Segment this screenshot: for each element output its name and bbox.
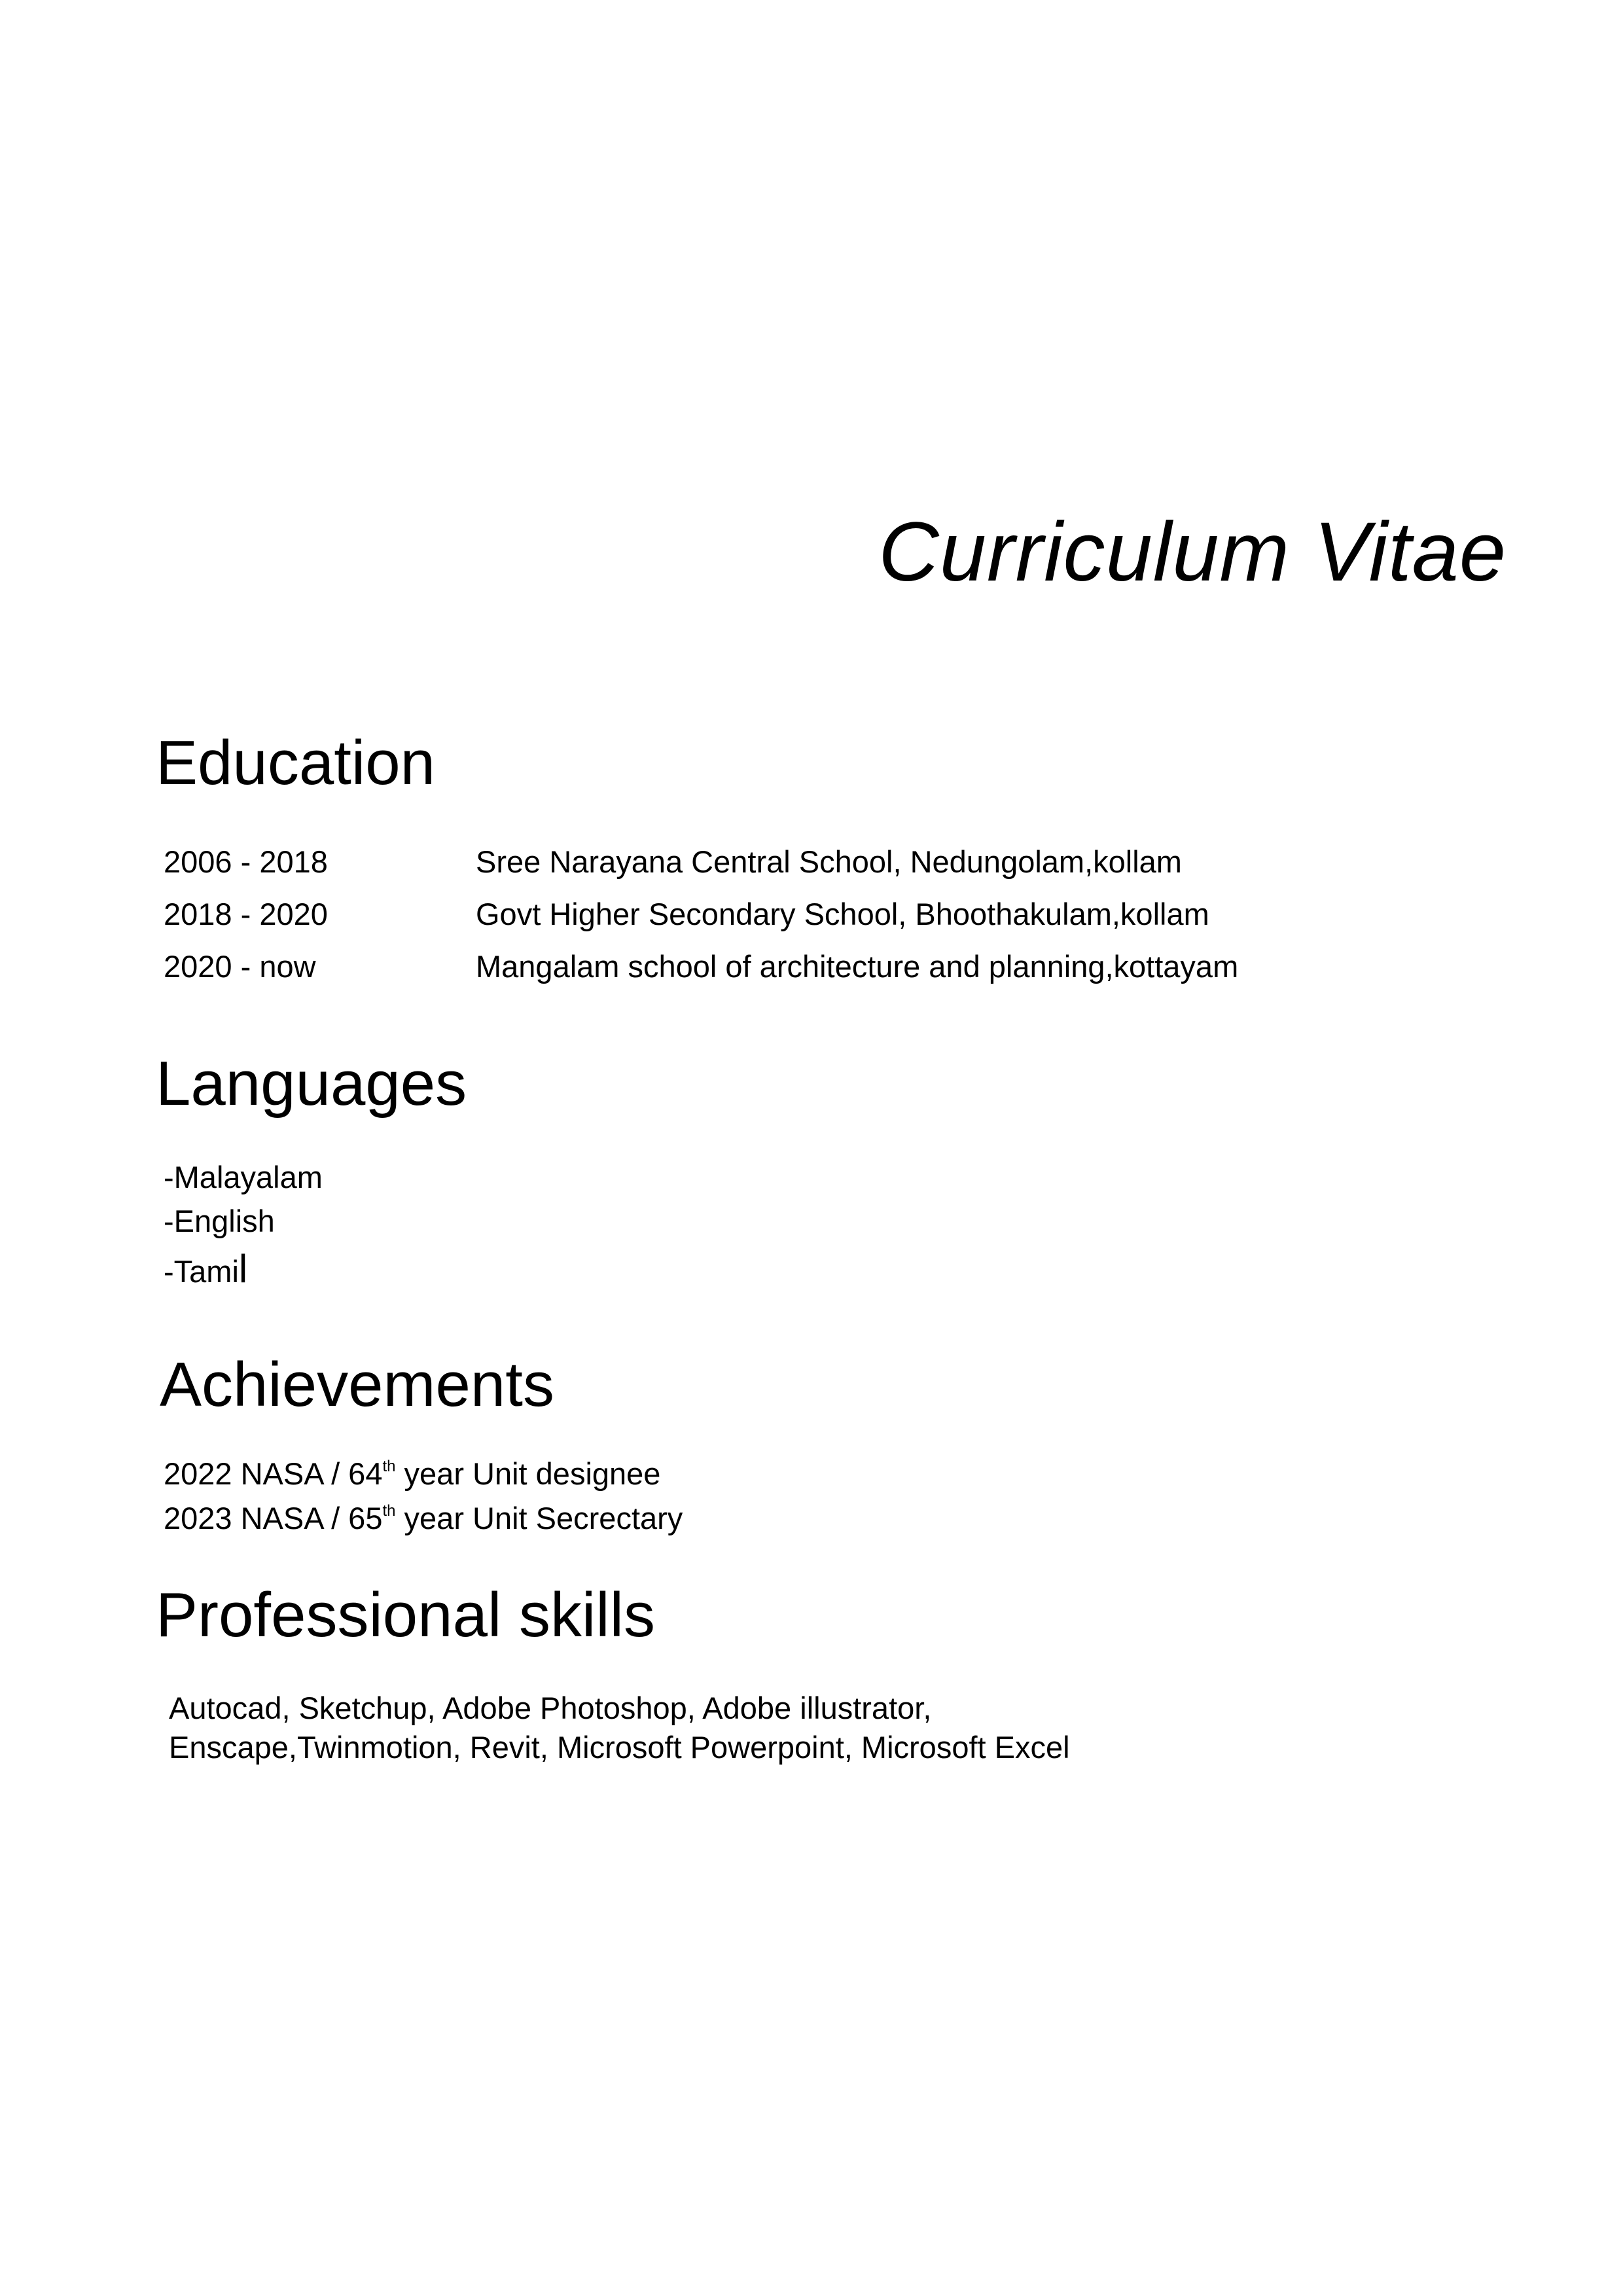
achievement-text: year Unit designee: [395, 1456, 661, 1491]
language-item: -English: [164, 1204, 275, 1238]
education-institution: Sree Narayana Central School, Nedungolam,kollam: [476, 844, 1182, 879]
education-institution: Govt Higher Secondary School, Bhoothakulam,kollam: [476, 897, 1209, 931]
language-item: -Malayalam: [164, 1160, 323, 1194]
skills-line: Enscape,Twinmotion, Revit, Microsoft Powerpoint, Microsoft Excel: [169, 1730, 1070, 1765]
document-title: Curriculum Vitae: [878, 505, 1507, 599]
languages-heading: Languages: [156, 1049, 467, 1119]
achievement-item: [164, 1458, 660, 1489]
education-institution: Mangalam school of architecture and planning,kottayam: [476, 949, 1239, 984]
education-years: 2006 - 2018: [164, 844, 328, 879]
skills-heading: Professional skills: [156, 1580, 655, 1650]
language-item-tail: l: [238, 1247, 248, 1291]
education-row: [164, 846, 1472, 886]
education-years: 2020 - now: [164, 949, 316, 984]
education-years: 2018 - 2020: [164, 897, 328, 931]
language-item-text: -Tami: [164, 1254, 239, 1289]
skills-line: Autocad, Sketchup, Adobe Photoshop, Adobe illustrator,: [169, 1691, 932, 1725]
language-item: [164, 1249, 247, 1289]
achievement-text: 2023 NASA / 65: [164, 1501, 383, 1535]
achievement-text: year Unit Secrectary: [395, 1501, 683, 1535]
achievement-item: [164, 1503, 683, 1534]
achievement-ordinal: th: [382, 1458, 396, 1475]
education-row: [164, 951, 1472, 990]
achievement-text: 2022 NASA / 64: [164, 1456, 383, 1491]
achievement-ordinal: th: [382, 1502, 396, 1520]
achievements-heading: Achievements: [160, 1350, 554, 1420]
education-row: [164, 899, 1472, 938]
education-heading: Education: [156, 728, 435, 798]
